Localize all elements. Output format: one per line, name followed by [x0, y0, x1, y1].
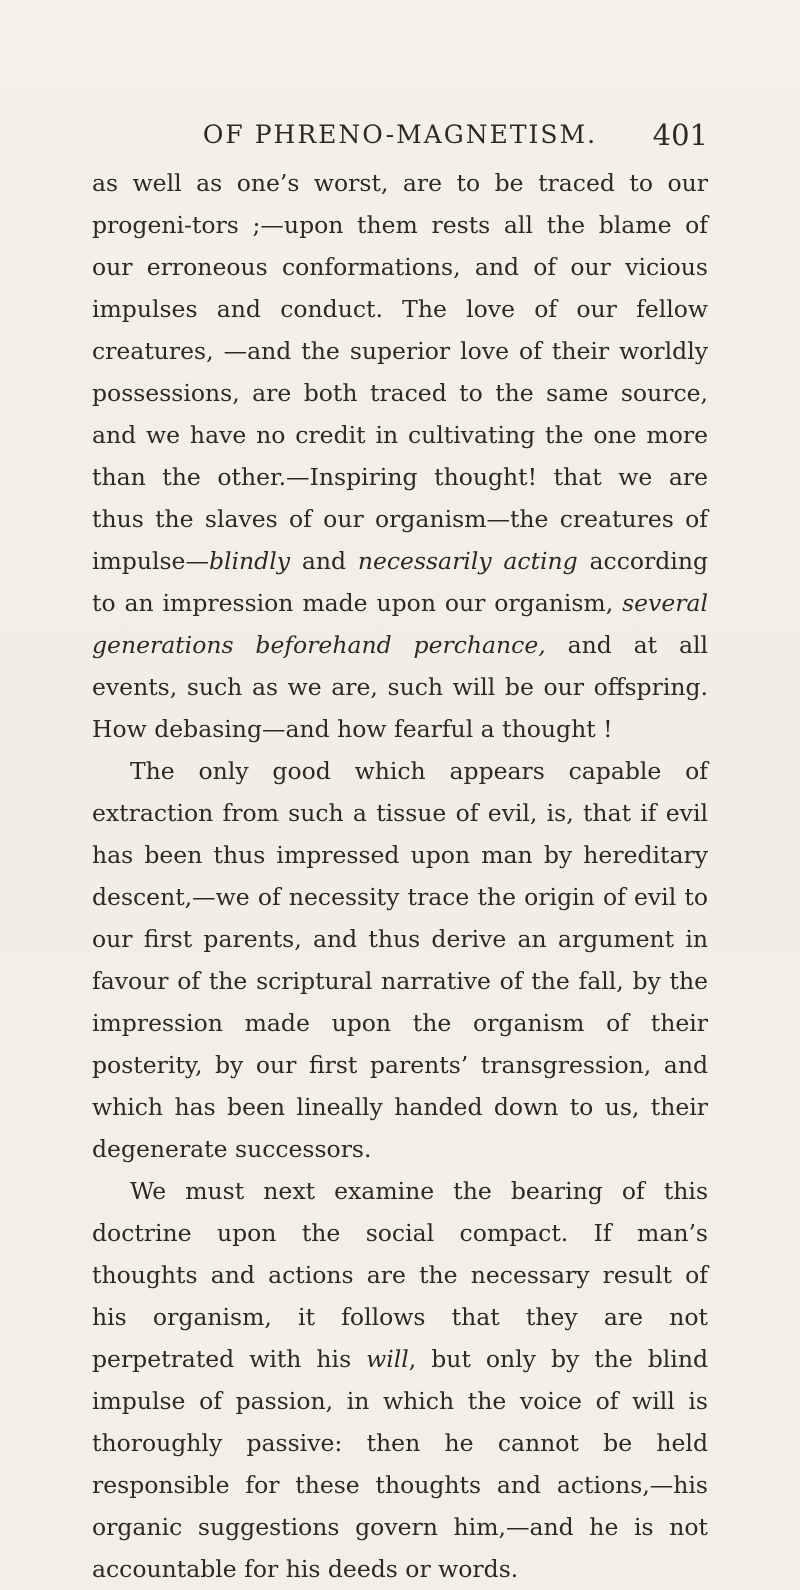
- paragraph-1-text-d: and at all events, such as we are, such will be our offspring. How debasing—and how fearful a thought !: [92, 631, 708, 743]
- paragraph-3-text-a: We must next examine the bearing of this doctrine upon the social compact. If man’s thoughts and actions are the necessary result of his organism, it follows that they are not perpetrated with his: [92, 1177, 708, 1373]
- italic-necessarily-acting: necessarily acting: [357, 547, 578, 575]
- running-head: [92, 120, 708, 150]
- italic-blindly: blindly: [208, 547, 291, 575]
- running-head-title: OF PHRENO-MAGNETISM.: [202, 120, 598, 149]
- italic-several-generations: several generations beforehand perchance,: [92, 589, 708, 659]
- body-text: [92, 162, 708, 1590]
- paragraph-3-text-b: , but only by the blind impulse of passion, in which the voice of will is thoroughly passive: then he cannot be held responsible for these thoughts and actions,—his organic suggestions govern him,—and he is not accountable for his deeds or words.: [92, 1345, 708, 1583]
- paragraph-1-text-b: and: [290, 547, 358, 575]
- paragraph-1: [92, 162, 708, 750]
- paragraph-1-text-c: according to an impression made upon our organism,: [92, 547, 708, 617]
- paragraph-3: [92, 1170, 708, 1590]
- paragraph-1-text-a: as well as one’s worst, are to be traced to our progeni-tors ;—upon them rests all the blame of our erroneous conformations, and of our vicious impulses and conduct. The love of our fellow creatures, —and the superior love of their worldly possessions, are both traced to the same source, and we have no credit in cultivating the one more than the other.—Inspiring thought! that we are thus the slaves of our organism—the creatures of impulse—: [92, 169, 708, 575]
- page-number: 401: [652, 118, 708, 152]
- italic-will: will: [366, 1345, 409, 1373]
- paragraph-2: The only good which appears capable of extraction from such a tissue of evil, is, that if evil has been thus impressed upon man by hereditary descent,—we of necessity trace the origin of evil to our first parents, and thus derive an argument in favour of the scriptural narrative of the fall, by the impression made upon the organism of their posterity, by our first parents’ transgression, and which has been lineally handed down to us, their degenerate successors.: [92, 757, 708, 1163]
